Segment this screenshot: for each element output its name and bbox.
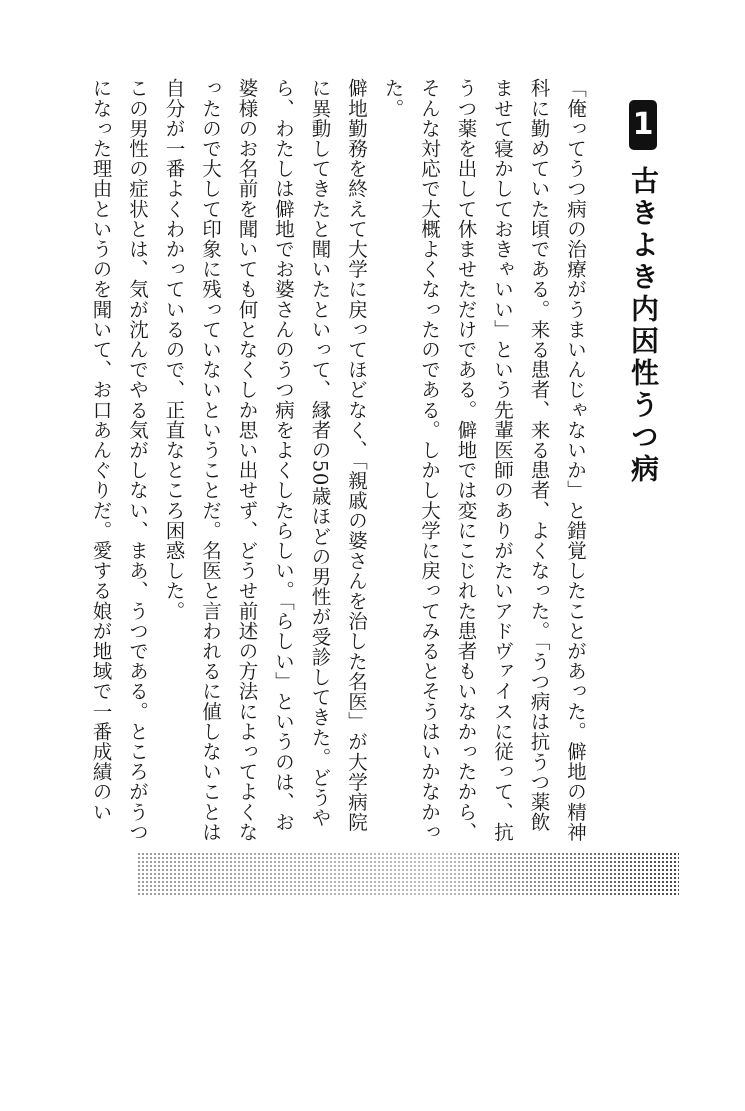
chapter-number: 1	[629, 100, 657, 150]
paragraph: 「俺ってうつ病の治療がうまいんじゃないか」と錯覚したことがあった。僻地の精神科に勤めていた頃である。来る患者、来る患者、よくなった。「うつ病は抗うつ薬飲ませて寝かしておきゃいい」という先輩医師のありがたいアドヴァイスに従って、抗うつ薬を出して休ませただけである。僻地では変にこじれた患者もいなかったから、そんな対応で大概よくなったのである。しかし大学に戻ってみるとそうはいかなかった。	[381, 78, 587, 842]
body-text	[89, 78, 593, 848]
halftone-band	[137, 852, 679, 896]
chapter-heading	[623, 100, 663, 486]
chapter-title: 古きよき内因性うつ病	[627, 166, 660, 486]
paragraph: 僻地勤務を終えて大学に戻ってほどなく、「親戚の婆さんを治した名医」が大学病院に異動してきたと聞いたといって、縁者の50歳ほどの男性が受診してきた。どうやら、わたしは僻地でお婆さんのうつ病をよくしたらしい。「らしい」というのは、お婆様のお名前を聞いても何となくしか思い出せず、どうせ前述の方法によってよくなったので大して印象に残っていないということだ。名医と言われるに値しないことは自分が一番よくわかっているので、正直なところ困惑した。	[162, 78, 368, 842]
paragraph: この男性の症状とは、気が沈んでやる気がしない、まあ、うつである。ところがうつになった理由というのを聞いて、お口あんぐりだ。愛する娘が地域で一番成績のい	[89, 78, 149, 842]
